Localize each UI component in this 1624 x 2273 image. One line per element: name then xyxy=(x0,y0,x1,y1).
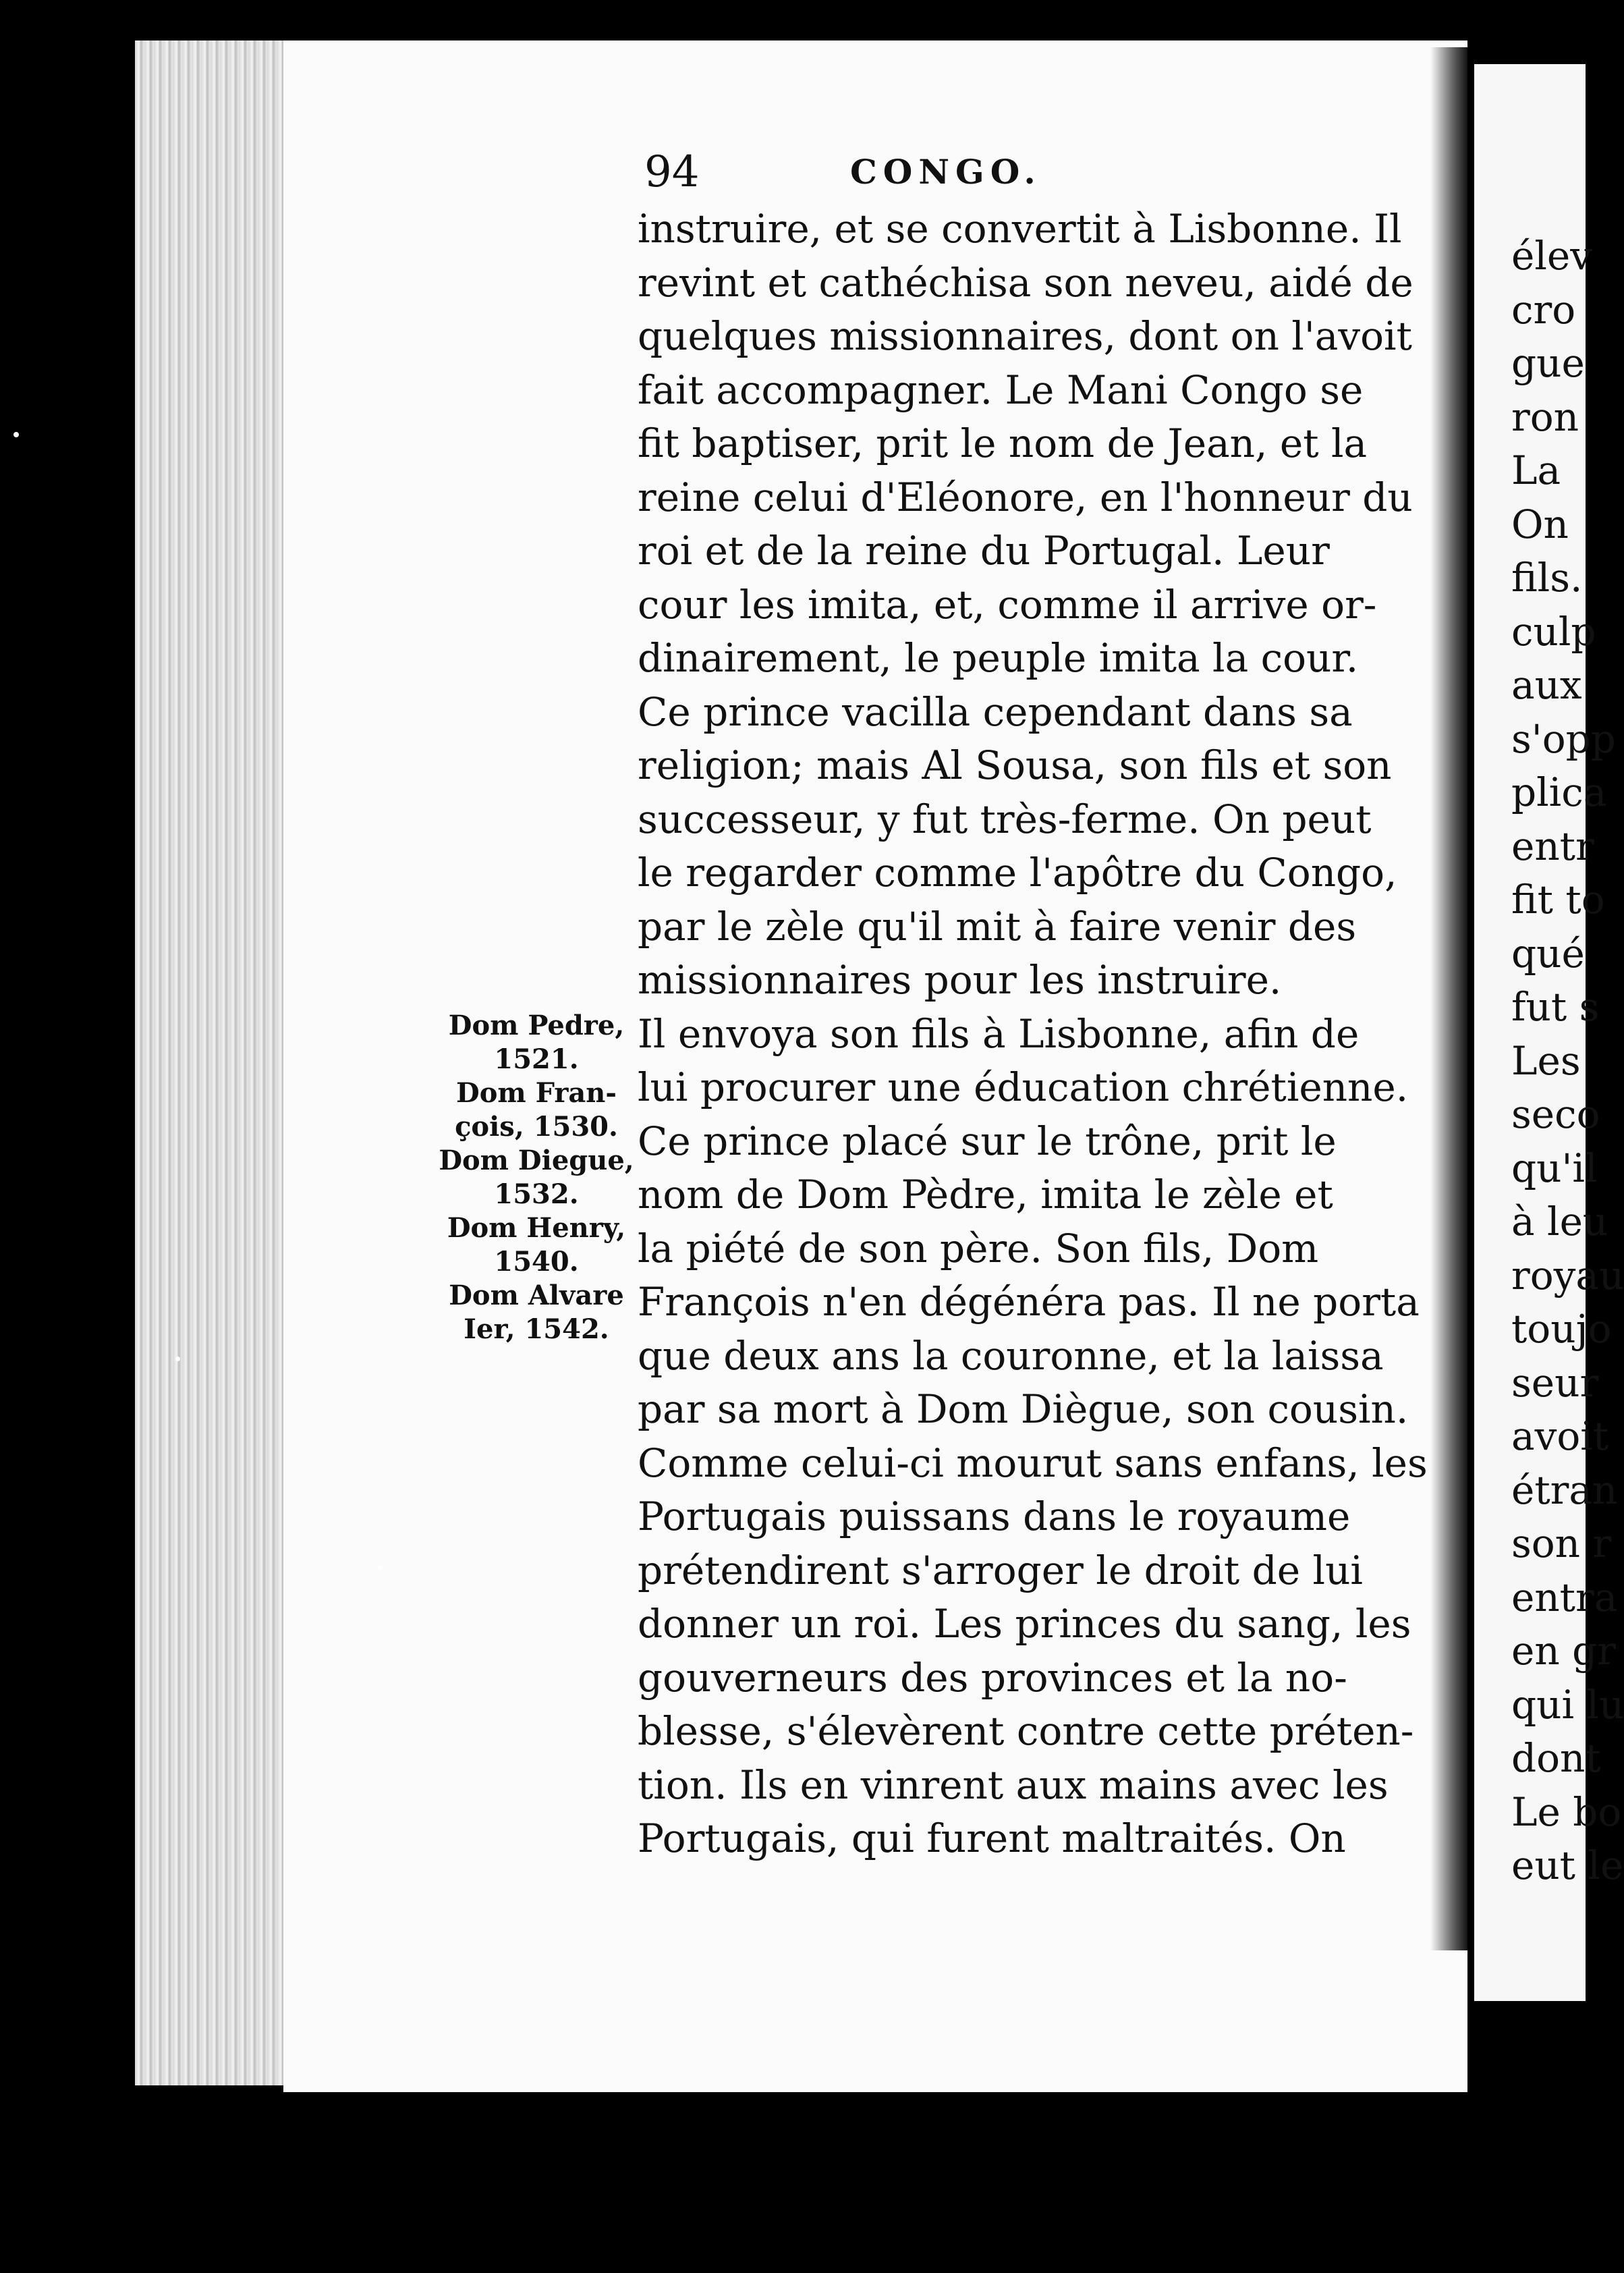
text-line: la piété de son père. Son fils, Dom xyxy=(638,1225,1319,1271)
text-line: Comme celui-ci mourut sans enfans, les xyxy=(638,1440,1428,1486)
text-line: revint et cathéchisa son neveu, aidé de xyxy=(638,259,1413,306)
book-gutter xyxy=(1430,47,1471,1950)
text-line: élev xyxy=(1511,233,1592,279)
text-line: Il envoya son fils à Lisbonne, afin de xyxy=(638,1010,1360,1057)
margin-note: 1521. xyxy=(494,1043,579,1075)
text-line: gouverneurs des provinces et la no- xyxy=(638,1654,1347,1701)
text-line: aux xyxy=(1511,662,1582,708)
text-line: La xyxy=(1511,447,1561,493)
text-line: par le zèle qu'il mit à faire venir des xyxy=(638,903,1357,950)
text-line: à leu xyxy=(1511,1199,1608,1244)
text-line: Ce prince placé sur le trône, prit le xyxy=(638,1118,1337,1164)
scan-speck xyxy=(378,1566,382,1570)
text-line: dont xyxy=(1511,1735,1601,1781)
running-head: CONGO. xyxy=(850,152,1042,192)
text-line: fils. xyxy=(1511,555,1583,601)
text-line: dinairement, le peuple imita la cour. xyxy=(638,635,1359,681)
text-line: Portugais puissans dans le royaume xyxy=(638,1494,1351,1539)
text-line: Le bo xyxy=(1511,1788,1622,1835)
text-line: royau xyxy=(1511,1252,1624,1298)
text-line: Ce prince vacilla cependant dans sa xyxy=(638,688,1353,735)
scan-speck xyxy=(175,1357,180,1361)
text-line: s'opp xyxy=(1511,715,1616,762)
margin-notes xyxy=(428,1012,644,1350)
text-line: François n'en dégénéra pas. Il ne porta xyxy=(638,1279,1420,1325)
text-line: reine celui d'Eléonore, en l'honneur du xyxy=(638,474,1413,520)
text-line: entra xyxy=(1511,1574,1618,1620)
text-line: fut s xyxy=(1511,984,1600,1030)
text-line: fit baptiser, prit le nom de Jean, et la xyxy=(638,420,1368,466)
text-line: cour les imita, et, comme il arrive or- xyxy=(638,581,1377,628)
text-line: missionnaires pour les instruire. xyxy=(638,957,1282,1003)
text-line: entr xyxy=(1511,823,1594,869)
text-line: eut le xyxy=(1511,1842,1624,1888)
text-line: Les xyxy=(1511,1037,1581,1084)
text-line: prétendirent s'arroger le droit de lui xyxy=(638,1547,1363,1593)
text-line: en gr xyxy=(1511,1628,1616,1674)
margin-note: Ier, 1542. xyxy=(464,1313,609,1345)
text-line: plica xyxy=(1511,769,1607,815)
text-line: fait accompagner. Le Mani Congo se xyxy=(638,366,1364,413)
text-line: On xyxy=(1511,501,1569,547)
right-page-text xyxy=(1511,229,1624,1893)
text-line: seur xyxy=(1511,1359,1599,1406)
text-line: instruire, et se convertit à Lisbonne. Il xyxy=(638,206,1402,252)
margin-note: Dom Fran- xyxy=(456,1077,617,1109)
margin-note: 1540. xyxy=(494,1246,579,1278)
text-line: qui lu xyxy=(1511,1681,1624,1728)
text-line: seco xyxy=(1511,1091,1600,1137)
text-line: tion. Ils en vinrent aux mains avec les xyxy=(638,1761,1389,1808)
text-line: successeur, y fut très-ferme. On peut xyxy=(638,796,1372,842)
text-line: gue xyxy=(1511,340,1585,386)
margin-note: Dom Pedre, xyxy=(448,1010,625,1041)
text-line: blesse, s'élevèrent contre cette préten- xyxy=(638,1708,1414,1754)
text-line: religion; mais Al Sousa, son fils et son xyxy=(638,742,1392,788)
text-line: Portugais, qui furent maltraités. On xyxy=(638,1815,1346,1861)
text-line: donner un roi. Les princes du sang, les xyxy=(638,1601,1411,1647)
text-line: roi et de la reine du Portugal. Leur xyxy=(638,528,1330,574)
margin-note: Dom Henry, xyxy=(447,1212,626,1244)
text-line: cro xyxy=(1511,286,1576,333)
text-line: étran xyxy=(1511,1467,1618,1513)
scan-speck xyxy=(13,432,19,437)
page-edges xyxy=(135,40,297,2085)
text-line: quelques missionnaires, dont on l'avoit xyxy=(638,313,1412,359)
margin-note: 1532. xyxy=(494,1178,579,1210)
margin-note: Dom Diegue, xyxy=(439,1145,634,1176)
text-line: par sa mort à Dom Diègue, son cousin. xyxy=(638,1386,1409,1432)
text-line: ron xyxy=(1511,393,1579,440)
page-header xyxy=(644,142,1184,202)
text-line: avoit xyxy=(1511,1413,1609,1459)
margin-note: Dom Alvare xyxy=(449,1280,624,1311)
text-line: son r xyxy=(1511,1521,1612,1566)
margin-note: çois, 1530. xyxy=(455,1111,618,1143)
text-line: que deux ans la couronne, et la laissa xyxy=(638,1332,1384,1379)
text-line: culp xyxy=(1511,608,1596,655)
body-text xyxy=(638,202,1447,1866)
text-line: fit to xyxy=(1511,877,1605,923)
page-number: 94 xyxy=(644,147,700,197)
text-line: nom de Dom Pèdre, imita le zèle et xyxy=(638,1172,1333,1217)
text-line: lui procurer une éducation chrétienne. xyxy=(638,1064,1409,1110)
text-line: qué xyxy=(1511,930,1585,977)
text-line: toujo xyxy=(1511,1306,1612,1352)
text-line: qu'il xyxy=(1511,1145,1598,1191)
text-line: le regarder comme l'apôtre du Congo, xyxy=(638,850,1397,896)
